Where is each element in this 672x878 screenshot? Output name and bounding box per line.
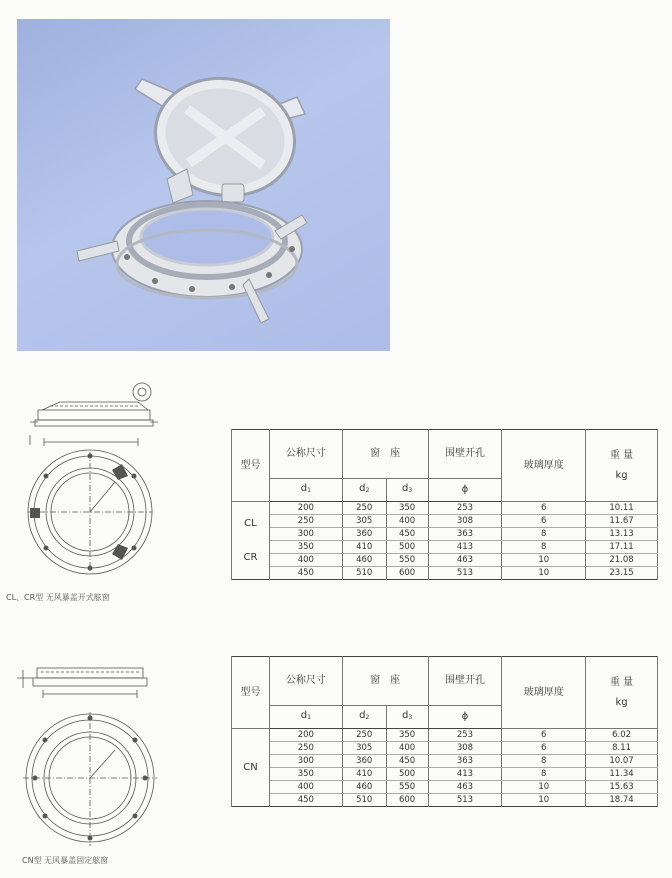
header-weight <box>586 657 658 729</box>
cl-cr-technical-drawing <box>20 380 160 585</box>
header-phi: ϕ <box>428 479 502 502</box>
header-seat: 窗 座 <box>342 657 428 706</box>
header-d2: $d_2$ <box>342 479 386 502</box>
cell: 500 <box>386 768 428 781</box>
header-weight-unit: kg <box>615 696 628 708</box>
cell: 18.74 <box>586 794 658 807</box>
cell: 305 <box>342 515 386 528</box>
header-model: 型号 <box>232 430 270 502</box>
cl-cr-spec-table <box>231 429 658 580</box>
cell: 8 <box>502 755 586 768</box>
cell: 10 <box>502 554 586 567</box>
cell: 8 <box>502 541 586 554</box>
cell: 6.02 <box>586 729 658 742</box>
cell: 8.11 <box>586 742 658 755</box>
cell: 513 <box>428 567 502 580</box>
cell: 11.67 <box>586 515 658 528</box>
cn-caption: CN型 无风暴盖固定舷窗 <box>22 856 109 865</box>
cell: 463 <box>428 781 502 794</box>
table-row <box>232 768 658 781</box>
header-d2: $d_2$ <box>342 706 386 729</box>
cell: 300 <box>269 755 342 768</box>
cell: 253 <box>428 729 502 742</box>
table-row <box>232 541 658 554</box>
cell: 10 <box>502 781 586 794</box>
cell: 460 <box>342 554 386 567</box>
cell: 350 <box>386 729 428 742</box>
header-d3: $d_3$ <box>386 479 428 502</box>
header-model: 型号 <box>232 657 270 729</box>
header-nominal: 公称尺寸 <box>269 430 342 479</box>
cell: 413 <box>428 768 502 781</box>
header-weight-label: 重 量 <box>609 449 634 461</box>
cell: 360 <box>342 528 386 541</box>
cell: 15.63 <box>586 781 658 794</box>
header-opening: 围壁开孔 <box>428 657 502 706</box>
table-row <box>232 781 658 794</box>
model-cell <box>232 502 270 580</box>
header-weight-unit: kg <box>615 469 628 481</box>
table-row <box>232 755 658 768</box>
model-cr: CR <box>243 551 258 563</box>
cell: 21.08 <box>586 554 658 567</box>
cell: 308 <box>428 515 502 528</box>
cell: 250 <box>342 729 386 742</box>
product-photo <box>17 19 390 351</box>
cell: 400 <box>386 515 428 528</box>
cell: 8 <box>502 528 586 541</box>
cell: 363 <box>428 755 502 768</box>
cell: 253 <box>428 502 502 515</box>
cell: 13.13 <box>586 528 658 541</box>
cell: 250 <box>342 502 386 515</box>
cell: 10 <box>502 567 586 580</box>
cell: 350 <box>269 768 342 781</box>
cell: 6 <box>502 742 586 755</box>
cell: 510 <box>342 794 386 807</box>
table-row <box>232 554 658 567</box>
cell: 10 <box>502 794 586 807</box>
cell: 11.34 <box>586 768 658 781</box>
header-seat: 窗 座 <box>342 430 428 479</box>
cell: 450 <box>269 567 342 580</box>
model-cn: CN <box>243 761 258 773</box>
cell: 200 <box>269 729 342 742</box>
header-weight <box>586 430 658 502</box>
cell: 250 <box>269 742 342 755</box>
cell: 250 <box>269 515 342 528</box>
cell: 413 <box>428 541 502 554</box>
header-d1: $d_1$ <box>269 479 342 502</box>
cl-cr-caption: CL、CR型 无风暴盖开式舷窗 <box>6 593 110 602</box>
cell: 410 <box>342 541 386 554</box>
cell: 300 <box>269 528 342 541</box>
table-row <box>232 742 658 755</box>
cell: 200 <box>269 502 342 515</box>
cn-spec-table <box>231 656 658 807</box>
porthole-photo-illustration <box>17 19 390 351</box>
cell: 600 <box>386 794 428 807</box>
cell: 10.07 <box>586 755 658 768</box>
header-weight-label: 重 量 <box>609 676 634 688</box>
cell: 17.11 <box>586 541 658 554</box>
cell: 410 <box>342 768 386 781</box>
header-nominal: 公称尺寸 <box>269 657 342 706</box>
cell: 8 <box>502 768 586 781</box>
cell: 500 <box>386 541 428 554</box>
cell: 350 <box>386 502 428 515</box>
model-cl: CL <box>244 517 257 529</box>
cell: 360 <box>342 755 386 768</box>
table-row <box>232 528 658 541</box>
cell: 400 <box>269 554 342 567</box>
cell: 460 <box>342 781 386 794</box>
cell: 305 <box>342 742 386 755</box>
cell: 463 <box>428 554 502 567</box>
cell: 513 <box>428 794 502 807</box>
table-row <box>232 794 658 807</box>
header-phi: ϕ <box>428 706 502 729</box>
cell: 6 <box>502 502 586 515</box>
cell: 400 <box>386 742 428 755</box>
cell: 23.15 <box>586 567 658 580</box>
cell: 400 <box>269 781 342 794</box>
cell: 550 <box>386 554 428 567</box>
table-row <box>232 567 658 580</box>
cell: 363 <box>428 528 502 541</box>
cell: 450 <box>386 528 428 541</box>
cell: 308 <box>428 742 502 755</box>
cell: 6 <box>502 729 586 742</box>
header-d3: $d_3$ <box>386 706 428 729</box>
cell: 600 <box>386 567 428 580</box>
cell: 6 <box>502 515 586 528</box>
cn-technical-drawing <box>15 658 160 853</box>
header-glass: 玻璃厚度 <box>502 657 586 729</box>
cell: 450 <box>386 755 428 768</box>
cell: 10.11 <box>586 502 658 515</box>
model-cell <box>232 729 270 807</box>
table-row <box>232 515 658 528</box>
cell: 510 <box>342 567 386 580</box>
header-glass: 玻璃厚度 <box>502 430 586 502</box>
cell: 450 <box>269 794 342 807</box>
table-row <box>232 502 658 515</box>
table-row <box>232 729 658 742</box>
header-opening: 围壁开孔 <box>428 430 502 479</box>
header-d1: $d_1$ <box>269 706 342 729</box>
cell: 550 <box>386 781 428 794</box>
cell: 350 <box>269 541 342 554</box>
